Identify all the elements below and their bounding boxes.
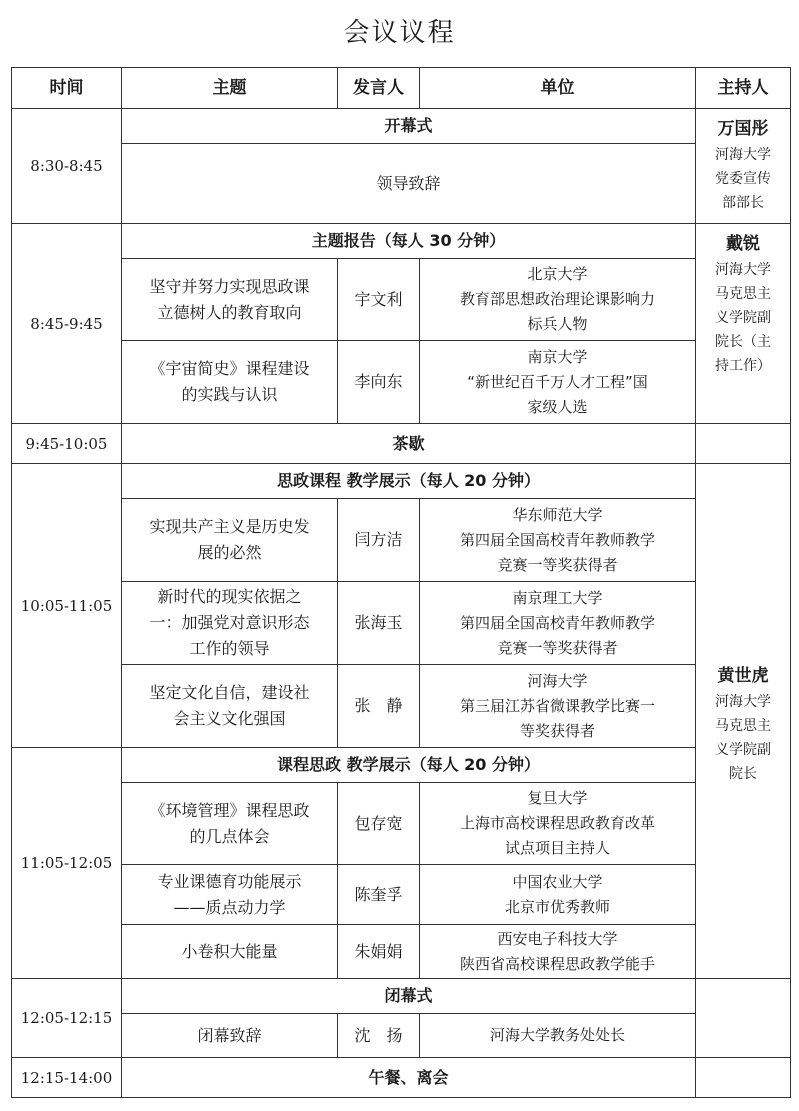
talk-topic: 实现共产主义是历史发 展的必然	[122, 499, 338, 582]
closing-time: 12:05-12:15	[12, 979, 122, 1058]
talk-topic: 小卷积大能量	[122, 925, 338, 979]
agenda-table	[11, 67, 791, 1098]
talk-speaker: 张 静	[338, 665, 420, 748]
talk-unit: 北京大学 教育部思想政治理论课影响力 标兵人物	[420, 259, 696, 341]
header-topic: 主题	[122, 68, 338, 109]
talk-speaker: 宇文利	[338, 259, 420, 341]
lunch-host-empty	[696, 1058, 791, 1098]
talk-unit: 西安电子科技大学 陕西省高校课程思政教学能手	[420, 925, 696, 979]
closing-host-empty	[696, 979, 791, 1058]
kecheng-section: 课程思政 教学展示（每人 20 分钟）	[122, 748, 696, 783]
talk-topic: 《环境管理》课程思政 的几点体会	[122, 783, 338, 865]
break-time: 9:45-10:05	[12, 424, 122, 464]
break-label: 茶歇	[122, 424, 696, 464]
lunch-label: 午餐、离会	[122, 1058, 696, 1098]
host-role: 河海大学 党委宣传 部部长	[715, 147, 771, 211]
host-name: 黄世虎	[717, 666, 769, 686]
header-speaker: 发言人	[338, 68, 420, 109]
talk-unit: 华东师范大学 第四届全国高校青年教师教学 竞赛一等奖获得者	[420, 499, 696, 582]
talk-unit: 河海大学 第三届江苏省微课教学比赛一 等奖获得者	[420, 665, 696, 748]
talk-unit: 复旦大学 上海市高校课程思政教育改革 试点项目主持人	[420, 783, 696, 865]
host-name: 万国彤	[717, 119, 769, 139]
talk-speaker: 闫方洁	[338, 499, 420, 582]
talk-topic: 坚定文化自信，建设社 会主义文化强国	[122, 665, 338, 748]
header-row	[12, 68, 791, 109]
closing-topic: 闭幕致辞	[122, 1014, 338, 1058]
sizheng-section: 思政课程 教学展示（每人 20 分钟）	[122, 464, 696, 499]
closing-unit: 河海大学教务处处长	[420, 1014, 696, 1058]
talk-unit: 中国农业大学 北京市优秀教师	[420, 865, 696, 925]
closing-speaker: 沈 扬	[338, 1014, 420, 1058]
opening-time: 8:30-8:45	[12, 109, 122, 224]
third-host	[696, 464, 791, 979]
talk-unit: 南京理工大学 第四届全国高校青年教师教学 竞赛一等奖获得者	[420, 582, 696, 665]
header-host: 主持人	[696, 68, 791, 109]
talk-speaker: 朱娟娟	[338, 925, 420, 979]
talk-topic: 专业课德育功能展示 ——质点动力学	[122, 865, 338, 925]
talk-unit: 南京大学 “新世纪百千万人才工程”国 家级人选	[420, 341, 696, 424]
host-role: 河海大学 马克思主 义学院副 院长（主 持工作）	[715, 262, 771, 374]
talk-topic: 坚守并努力实现思政课 立德树人的教育取向	[122, 259, 338, 341]
closing-section: 闭幕式	[122, 979, 696, 1014]
host-role: 河海大学 马克思主 义学院副 院长	[715, 694, 771, 782]
talk-speaker: 张海玉	[338, 582, 420, 665]
opening-section: 开幕式	[122, 109, 696, 144]
lunch-time: 12:15-14:00	[12, 1058, 122, 1098]
talk-topic: 《宇宙简史》课程建设 的实践与认识	[122, 341, 338, 424]
break-host-empty	[696, 424, 791, 464]
talk-speaker: 陈奎孚	[338, 865, 420, 925]
sizheng-time: 10:05-11:05	[12, 464, 122, 748]
opening-host	[696, 109, 791, 224]
kecheng-time: 11:05-12:05	[12, 748, 122, 979]
keynote-section: 主题报告（每人 30 分钟）	[122, 224, 696, 259]
page-title: 会议议程	[343, 18, 456, 48]
talk-speaker: 包存宽	[338, 783, 420, 865]
header-unit: 单位	[420, 68, 696, 109]
keynote-host	[696, 224, 791, 424]
talk-topic: 新时代的现实依据之 一：加强党对意识形态 工作的领导	[122, 582, 338, 665]
keynote-time: 8:45-9:45	[12, 224, 122, 424]
header-time: 时间	[12, 68, 122, 109]
host-name: 戴锐	[726, 234, 760, 254]
opening-item: 领导致辞	[122, 144, 696, 224]
talk-speaker: 李向东	[338, 341, 420, 424]
